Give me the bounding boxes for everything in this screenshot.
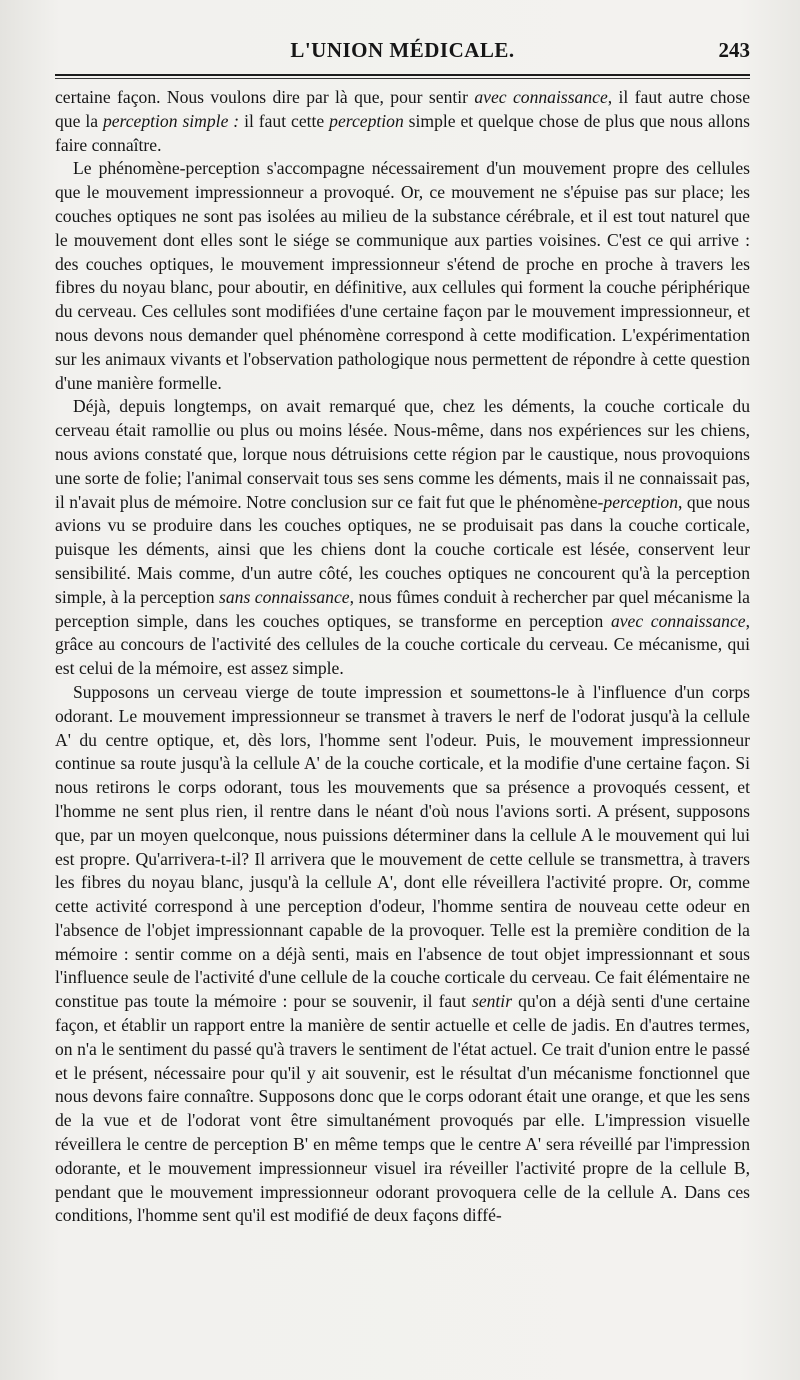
page-header [55,38,750,72]
italic-text: perception [603,491,678,512]
text-run: , que nous avions vu se produire dans les couches optiques, ne se produisait pas dans la couche corticale, puisque les déments, ainsi que les chiens dont la couche corticale est lésée, conservent leur sensibilité. Mais comme, d'un autre côté, les couches optiques ne concourent qu'à la perception simple, à la perception [55,491,750,607]
paragraph-2 [55,157,750,395]
italic-text: avec connaissance [610,610,746,631]
paragraph-3 [55,395,750,681]
running-title: L'UNION MÉDICALE. [290,38,515,62]
text-run: qu'on a déjà senti d'une certaine façon, et établir un rapport entre la manière de sentir actuelle et celle de jadis. En d'autres termes, on n'a le sentiment du passé qu'à travers le sentiment de l'état actuel. Ce trait d'union entre le passé et le présent, nécessaire pour qu'il y ait souvenir, est le résultat d'un mécanisme fonctionnel que nous devons faire connaître. Supposons donc que le corps odorant était une orange, et que les sens de la vue et de l'odorat vont être simultanément provoqués par elle. L'impression visuelle réveillera le centre de perception B' en même temps que le centre A' sera réveillé par l'impression odorante, et le mouvement impressionneur visuel ira réveiller l'activité propre de la cellule B, pendant que le mouvement impressionneur odorant provoquera celle de la cellule A. Dans ces conditions, l'homme sent qu'il est modifié de deux façons diffé- [55,991,750,1226]
text-run: , grâce au concours de l'activité des cellules de la couche corticale du cerveau. Ce mécanisme, qui est celui de la mémoire, est assez simple. [55,610,750,679]
text-run: , nous fûmes conduit à rechercher par quel mécanisme la perception simple, dans les couches optiques, se transforme en perception [55,586,750,631]
paragraph-4 [55,681,750,1228]
italic-text: avec connaissance [474,87,608,107]
body-text [55,86,750,1228]
text-run: Supposons un cerveau vierge de toute impression et soumettons-le à l'influence d'un corps odorant. Le mouvement impressionneur se transmet à travers le nerf de l'odorat jusqu'à la cellule A' du centre optique, et, dès lors, l'homme sent l'odeur. Puis, le mouvement impressionneur continue sa route jusqu'à la cellule A' de la couche corticale, et la modifie d'une certaine façon. Si nous retirons le corps odorant, tous les mouvements que sa présence a provoqués cessent, et l'homme ne sent plus rien, il rentre dans le néant d'où nous l'avions sorti. A présent, supposons que, par un moyen quelconque, nous puissions déterminer dans la cellule A le mouvement qui lui est propre. Qu'arrivera-t-il? Il arrivera que le mouvement de cette cellule se transmettra, à travers les fibres du noyau blanc, jusqu'à la cellule A', dont elle réveillera l'activité propre. Or, comme cette activité correspond à une perception d'odeur, l'homme sentira de nouveau cette odeur en l'absence de l'objet impressionnant capable de la provoquer. Telle est la première condition de la mémoire : sentir comme on a déjà senti, mais en l'absence de tout objet impressionnant et sous l'influence seule de l'activité d'une cellule de la couche corticale du cerveau. Ce fait élémentaire ne constitue pas toute la mémoire : pour se souvenir, il faut [55,681,750,1012]
italic-text: sentir [471,991,513,1012]
text-run: il faut cette [239,110,330,131]
text-run: simple et quelque chose de plus que nous allons faire connaître. [55,110,750,155]
header-rule-thin [55,78,750,79]
text-run: , il faut autre chose que la [55,87,750,131]
paragraph-1 [55,86,750,157]
page-number: 243 [718,38,750,62]
text-run: Le phénomène-perception s'accompagne nécessairement d'un mouvement propre des cellules que le mouvement impressionneur a provoqué. Or, ce mouvement ne s'épuise pas sur place; les couches optiques ne sont pas isolées au milieu de la substance cérébrale, et il est tout naturel que le mouvement dont elles sont le siége se communique aux parties voisines. C'est ce qui arrive : des couches optiques, le mouvement impressionneur s'étend de proche en proche à travers les fibres du noyau blanc, pour aboutir, en définitive, aux cellules qui forment la couche périphérique du cerveau. Ces cellules sont modifiées d'une certaine façon par le mouvement impressionneur, et nous devons nous demander quel phénomène correspond à cette modification. L'expérimentation sur les animaux vivants et l'observation pathologique nous permettent de répondre à cette question d'une manière formelle. [55,158,750,393]
text-run: Déjà, depuis longtemps, on avait remarqué que, chez les déments, la couche corticale du cerveau était ramollie ou plus ou moins lésée. Nous-même, dans nos expériences sur les chiens, nous avions constaté que, lorque nous détruisions cette région par le caustique, nous provoquions une sorte de folie; l'animal conservait tous ses sens comme les déments, mais il ne connaissait pas, il n'avait plus de mémoire. Notre conclusion sur ce fait fut que le phénomène- [55,396,750,512]
italic-text: perception [329,110,404,131]
italic-text: sans connaissance [219,586,350,607]
text-run: certaine façon. Nous voulons dire par là que, pour sentir [55,87,475,107]
header-rule [55,74,750,76]
italic-text: perception simple : [102,110,240,131]
